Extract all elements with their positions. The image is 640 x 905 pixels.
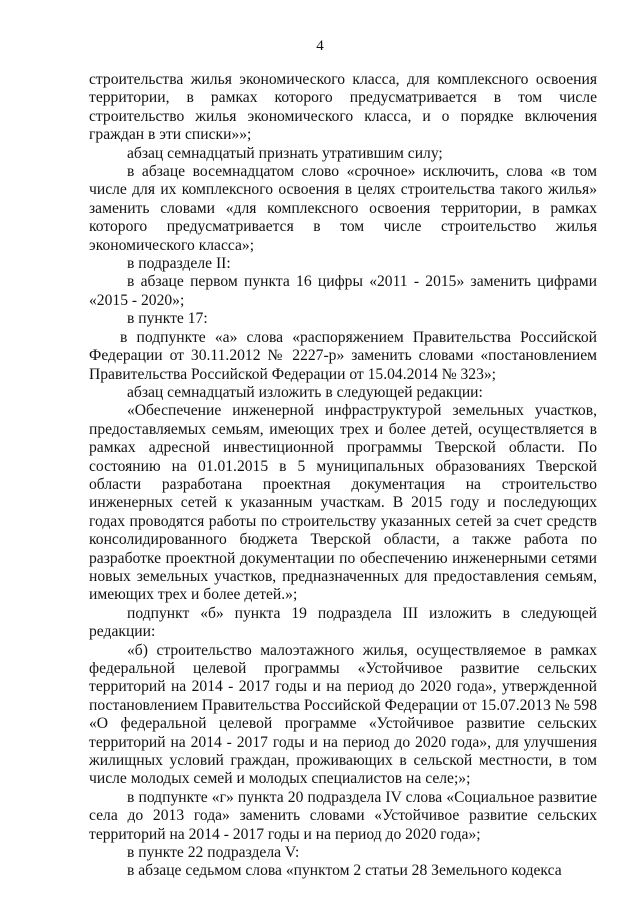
paragraph-subpoint-g: в подпункте «г» пункта 20 подраздела IV слова «Социальное развитие села до 2013 года» заменить словами «Устойчивое развитие сельских территорий на 2014 - 2017 годы и на период до 2020 года»;: [89, 788, 597, 843]
paragraph-quoted-construction: «б) строительство малоэтажного жилья, осуществляемое в рамках федеральной целевой программы «Устойчивое развитие сельских территорий на 2014 - 2017 годы и на период до 2020 года», утвержденной постановлением Правительства Российской Федерации от 15.07.2013 № 598 «О федеральной целевой программе «Устойчивое развитие сельских территорий на 2014 - 2017 годы и на период до 2020 года», для улучшения жилищных условий граждан, проживающих в сельской местности, в том числе молодых семей и молодых специалистов на селе;»;: [89, 641, 597, 788]
paragraph-point-17: в пункте 17:: [127, 310, 208, 328]
paragraph-subpoint-b: подпункт «б» пункта 19 подраздела III изложить в следующей редакции:: [89, 604, 597, 641]
paragraph-quoted-infrastructure: «Обеспечение инженерной инфраструктурой земельных участков, предоставляемых семьям, имеющих трех и более детей, осуществляется в рамках адресной инвестиционной программы Тверской области. По состоянию на 01.01.2015 в 5 муниципальных образованиях Тверской области разработана проектная документация на строительство инженерных сетей к указанным участкам. В 2015 году и последующих годах проводятся работы по строительству указанных сетей за счет средств консолидированного бюджета Тверской области, а также работа по разработке проектной документации по обеспечению инженерными сетями новых земельных участков, предназначенных для предоставления семьям, имеющих трех и более детей.»;: [89, 402, 597, 604]
page-number: 4: [316, 38, 324, 54]
paragraph-point-22: в пункте 22 подраздела V:: [127, 844, 300, 862]
paragraph-subsection-2: в подразделе II:: [127, 255, 231, 273]
paragraph-continuation: строительства жилья экономического класса, для комплексного освоения территории, в рамках которого предусматривается в том числе строительство жилья экономического класса, и о порядке включения граждан в эти списки»»;: [89, 71, 597, 144]
paragraph-abzac-17-new: абзац семнадцатый изложить в следующей редакции:: [127, 383, 483, 401]
paragraph-subpoint-a: в подпункте «а» слова «распоряжением Правительства Российской Федерации от 30.11.2012 № 2227-р» заменить словами «постановлением Правительства Российской Федерации от 15.04.2014 № 323»;: [89, 328, 597, 383]
paragraph-abzac-18: в абзаце восемнадцатом слово «срочное» исключить, слова «в том числе для их комплексного освоения в целях строительства такого жилья» заменить словами «для комплексного освоения территории, в рамках которого предусматривается в том числе строительство жилья экономического класса»;: [89, 163, 597, 254]
paragraph-abzac-7: в абзаце седьмом слова «пунктом 2 статьи 28 Земельного кодекса: [127, 862, 562, 880]
document-body: [89, 71, 597, 881]
paragraph-point-16: в абзаце первом пункта 16 цифры «2011 - 2015» заменить цифрами «2015 - 2020»;: [89, 273, 597, 309]
paragraph-abzac-17-void: абзац семнадцатый признать утратившим силу;: [127, 144, 443, 162]
